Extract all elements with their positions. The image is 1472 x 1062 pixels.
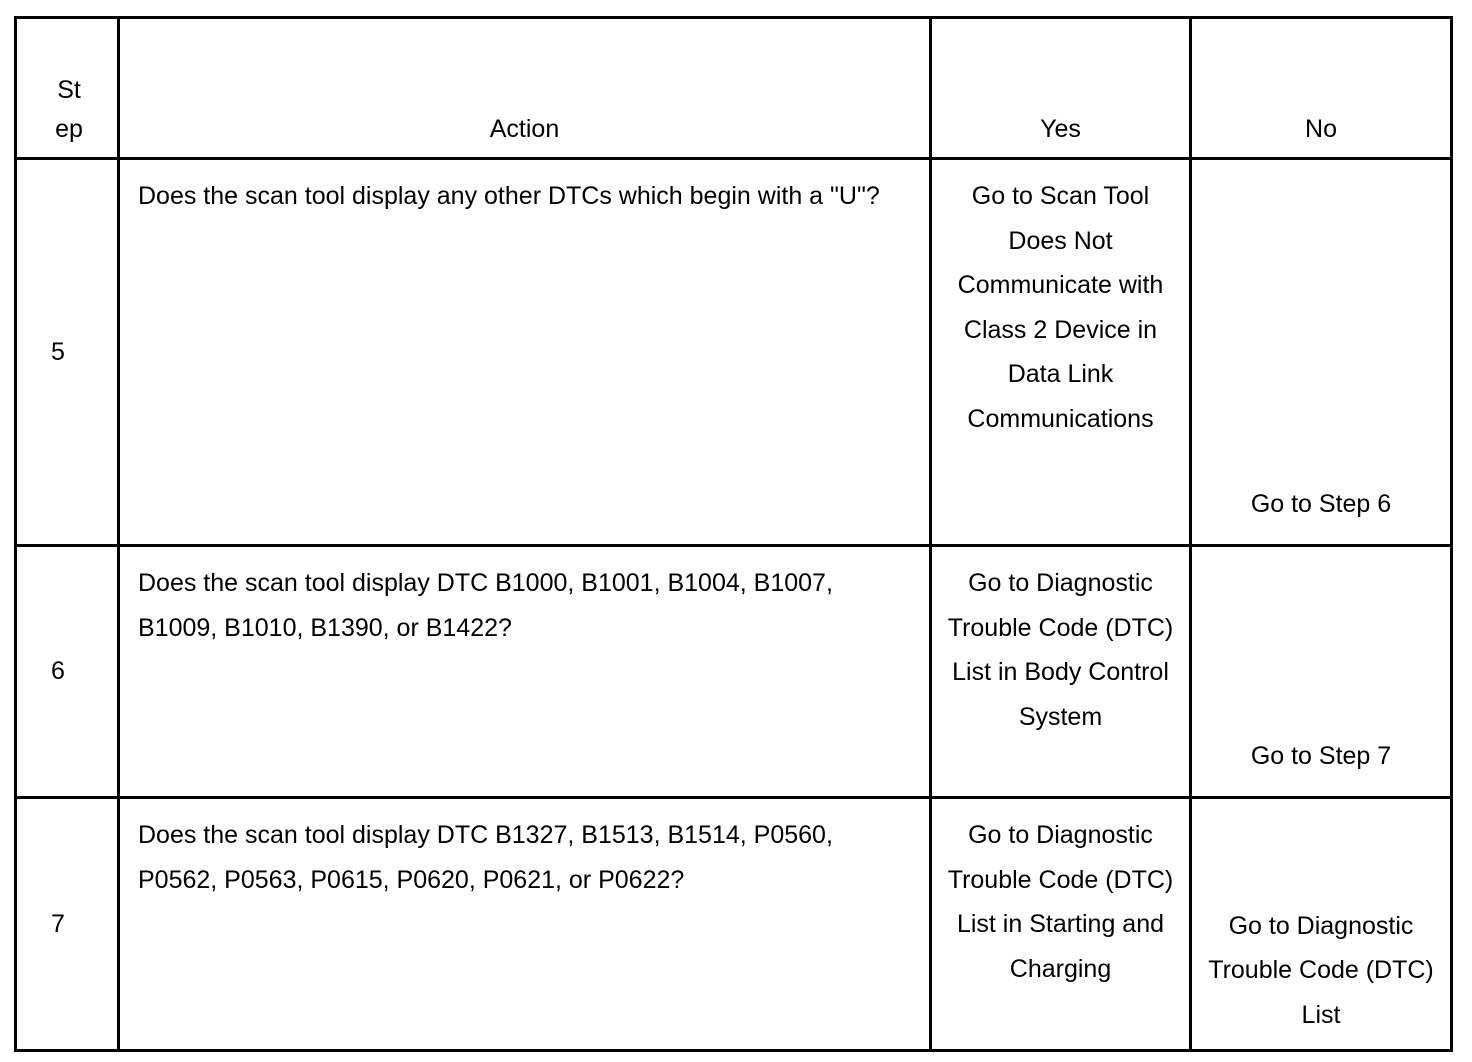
action-text: Does the scan tool display DTC B1327, B1513, B1514, P0560, P0562, P0563, P0615, P0620, P0621, or P0622?: [138, 821, 833, 894]
table-row: [16, 159, 1452, 546]
header-action: [119, 18, 931, 159]
yes-link[interactable]: Go to Diagnostic Trouble Code (DTC) List in Starting and Charging: [947, 821, 1174, 983]
no-cell: [1191, 798, 1452, 1051]
table-row: [16, 546, 1452, 798]
step-number: 7: [51, 909, 65, 938]
action-cell: [119, 159, 931, 546]
table-header-row: [16, 18, 1452, 159]
yes-cell: [931, 798, 1191, 1051]
no-link[interactable]: Go to Diagnostic Trouble Code (DTC) List: [1208, 911, 1434, 1029]
no-cell: [1191, 546, 1452, 798]
yes-link[interactable]: Go to Diagnostic Trouble Code (DTC) List in Body Control System: [947, 569, 1174, 731]
no-cell: [1191, 159, 1452, 546]
step-cell: [16, 546, 119, 798]
header-yes: [931, 18, 1191, 159]
no-link[interactable]: Go to Step 7: [1250, 741, 1392, 770]
yes-cell: [931, 546, 1191, 798]
diagnostic-table: [14, 16, 1453, 1052]
header-action-label: Action: [489, 115, 560, 143]
step-cell: [16, 798, 119, 1051]
step-number: 6: [51, 657, 65, 686]
yes-link[interactable]: Go to Scan Tool Does Not Communicate with Class 2 Device in Data Link Communications: [957, 182, 1164, 433]
step-number: 5: [51, 337, 65, 366]
table-row: [16, 798, 1452, 1051]
header-step: [16, 18, 119, 159]
step-cell: [16, 159, 119, 546]
action-text: Does the scan tool display DTC B1000, B1001, B1004, B1007, B1009, B1010, B1390, or B1422?: [138, 569, 833, 642]
action-text: Does the scan tool display any other DTCs which begin with a "U"?: [138, 182, 880, 210]
action-cell: [119, 546, 931, 798]
action-cell: [119, 798, 931, 1051]
header-no-label: No: [1305, 115, 1337, 143]
header-step-label: St ep: [55, 76, 83, 143]
header-no: [1191, 18, 1452, 159]
yes-cell: [931, 159, 1191, 546]
no-link[interactable]: Go to Step 6: [1250, 489, 1392, 518]
header-yes-label: Yes: [1040, 115, 1081, 143]
